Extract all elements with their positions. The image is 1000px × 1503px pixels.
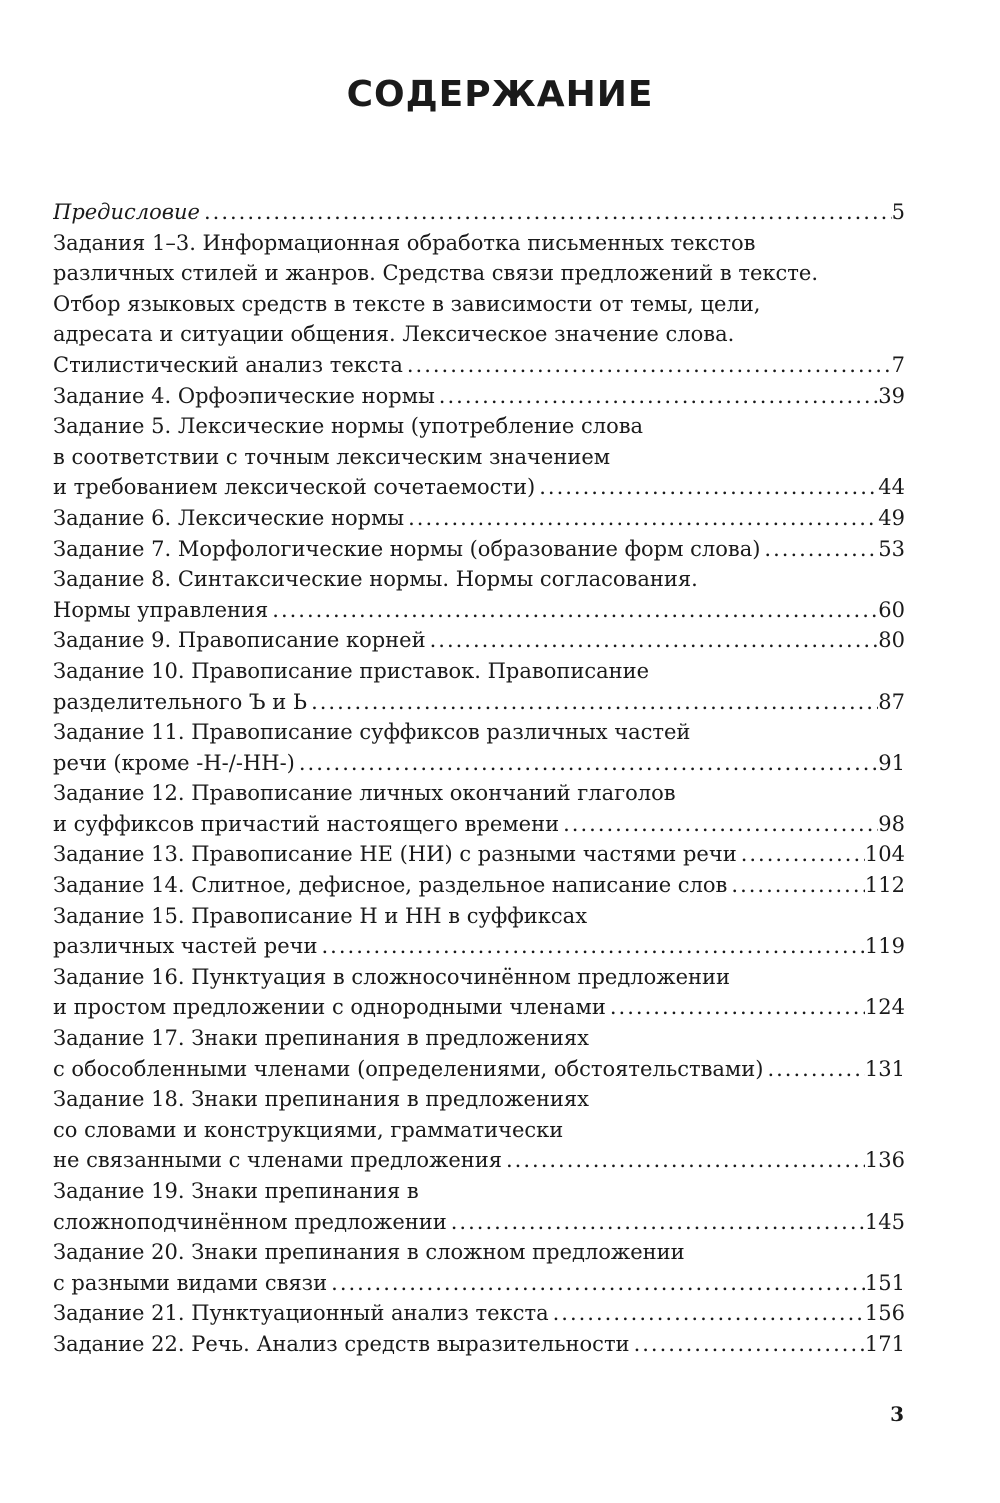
- toc-entry-text: Задания 1–3. Информационная обработка письменных текстов: [53, 230, 756, 255]
- toc-entry-line: [53, 962, 905, 993]
- toc-page-number: 136: [864, 1148, 905, 1173]
- toc-page-number: 98: [878, 811, 905, 836]
- dot-leader: [200, 197, 892, 228]
- toc-entry-line: [53, 228, 905, 259]
- toc-entry-text: с обособленными членами (определениями, обстоятельствами): [53, 1056, 764, 1081]
- toc-entry-line: [53, 1115, 905, 1146]
- toc-entry-line: [53, 1176, 905, 1207]
- toc-entry-text: Предисловие: [53, 200, 200, 224]
- toc-entry-text: и простом предложении с однородными членами: [53, 995, 606, 1020]
- toc-entry-last-line: [53, 931, 905, 962]
- toc-entry-line: [53, 901, 905, 932]
- toc-entry-text: Нормы управления: [53, 597, 269, 622]
- toc-entry-last-line: [53, 870, 905, 901]
- toc-entry-last-line: [53, 625, 905, 656]
- toc-entry-text: Задание 11. Правописание суффиксов различных частей: [53, 720, 691, 745]
- toc-entry-line: [53, 1237, 905, 1268]
- dot-leader: [268, 595, 878, 626]
- toc-entry: [53, 870, 905, 901]
- dot-leader: [606, 992, 865, 1023]
- toc-entry: [53, 656, 905, 717]
- toc-entry-line: [53, 778, 905, 809]
- toc-entry-last-line: [53, 1207, 905, 1238]
- toc-entry-last-line: [53, 1298, 905, 1329]
- toc-entry: [53, 1237, 905, 1298]
- toc-entry-last-line: [53, 1054, 905, 1085]
- dot-leader: [760, 534, 878, 565]
- toc-entry-text: Задание 22. Речь. Анализ средств выразительности: [53, 1331, 630, 1356]
- toc-page-number: 87: [878, 689, 905, 714]
- toc-entry-text: Задание 21. Пунктуационный анализ текста: [53, 1301, 549, 1326]
- toc-entry-text: и требованием лексической сочетаемости): [53, 475, 536, 500]
- toc-entry-text: сложноподчинённом предложении: [53, 1209, 447, 1234]
- toc-page-number: 104: [864, 842, 905, 867]
- toc-page-number: 131: [864, 1056, 905, 1081]
- toc-page-number: 119: [864, 934, 905, 959]
- toc-entry-line: [53, 564, 905, 595]
- toc-page-number: 91: [878, 750, 905, 775]
- toc-entry: [53, 534, 905, 565]
- dot-leader: [295, 748, 878, 779]
- toc-entry-last-line: [53, 472, 905, 503]
- dot-leader: [535, 472, 878, 503]
- toc-entry-text: не связанными с членами предложения: [53, 1148, 502, 1173]
- toc-page-number: 49: [878, 505, 905, 530]
- toc-page-number: 5: [891, 200, 905, 224]
- toc-entry: [53, 1298, 905, 1329]
- toc-page-number: 44: [878, 475, 905, 500]
- toc-entry-line: [53, 717, 905, 748]
- toc-entry-text: разделительного Ъ и Ь: [53, 689, 308, 714]
- toc-page-number: 53: [878, 536, 905, 561]
- toc-entry-last-line: [53, 350, 905, 381]
- toc-entry-last-line: [53, 748, 905, 779]
- toc-entry-line: [53, 1023, 905, 1054]
- toc-entry: [53, 1329, 905, 1360]
- page-number: 3: [890, 1402, 904, 1426]
- toc-page-number: 151: [864, 1270, 905, 1295]
- toc-entry-text: Задание 14. Слитное, дефисное, раздельное написание слов: [53, 873, 728, 898]
- toc-entry-text: Задание 18. Знаки препинания в предложениях: [53, 1087, 590, 1112]
- toc-entry-text: речи (кроме -Н-/-НН-): [53, 750, 295, 775]
- toc-entry: [53, 564, 905, 625]
- dot-leader: [327, 1268, 865, 1299]
- toc-entry-line: [53, 442, 905, 473]
- dot-leader: [763, 1054, 864, 1085]
- toc-entry-text: различных частей речи: [53, 934, 318, 959]
- toc-entry: [53, 197, 905, 228]
- toc-entry-text: Задание 6. Лексические нормы: [53, 505, 405, 530]
- toc-entry: [53, 962, 905, 1023]
- page-title: СОДЕРЖАНИЕ: [346, 74, 654, 115]
- toc-entry: [53, 411, 905, 503]
- toc-entry-text: Задание 16. Пунктуация в сложносочинённом предложении: [53, 964, 731, 989]
- toc-entry-line: [53, 656, 905, 687]
- toc-entry-text: Задание 15. Правописание Н и НН в суффиксах: [53, 903, 588, 928]
- toc-entry: [53, 625, 905, 656]
- dot-leader: [426, 625, 879, 656]
- toc-entry-text: Задание 8. Синтаксические нормы. Нормы согласования.: [53, 567, 698, 592]
- toc-entry-text: адресата и ситуации общения. Лексическое значение слова.: [53, 322, 735, 347]
- toc-entry-last-line: [53, 809, 905, 840]
- toc-entry-last-line: [53, 534, 905, 565]
- toc-entry-last-line: [53, 1268, 905, 1299]
- toc-page-number: 39: [878, 383, 905, 408]
- dot-leader: [559, 809, 878, 840]
- dot-leader: [502, 1145, 865, 1176]
- toc-page-number: 124: [864, 995, 905, 1020]
- toc-entry: [53, 1084, 905, 1176]
- toc-entry-text: Задание 17. Знаки препинания в предложениях: [53, 1026, 590, 1051]
- toc-entry-text: с разными видами связи: [53, 1270, 328, 1295]
- toc-entry-text: Задание 12. Правописание личных окончаний глаголов: [53, 781, 676, 806]
- toc-entry-line: [53, 1084, 905, 1115]
- toc-entry-last-line: [53, 197, 905, 228]
- toc-entry-line: [53, 319, 905, 350]
- toc-entry: [53, 503, 905, 534]
- toc-entry-last-line: [53, 1329, 905, 1360]
- toc-entry-text: Задание 19. Знаки препинания в: [53, 1179, 419, 1203]
- toc-entry-text: Задание 10. Правописание приставок. Правописание: [53, 658, 650, 683]
- dot-leader: [630, 1329, 865, 1360]
- toc-entry: [53, 381, 905, 412]
- toc-entry-line: [53, 411, 905, 442]
- dot-leader: [403, 350, 892, 381]
- toc-entry: [53, 1176, 905, 1237]
- toc-entry: [53, 1023, 905, 1084]
- table-of-contents: [53, 197, 905, 1360]
- toc-entry-last-line: [53, 687, 905, 718]
- toc-page-number: 7: [891, 352, 905, 377]
- toc-entry-line: [53, 258, 905, 289]
- toc-entry-text: и суффиксов причастий настоящего времени: [53, 811, 560, 836]
- toc-entry-text: различных стилей и жанров. Средства связи предложений в тексте.: [53, 261, 819, 286]
- toc-entry-text: со словами и конструкциями, грамматически: [53, 1117, 564, 1142]
- toc-page-number: 60: [878, 597, 905, 622]
- toc-entry-last-line: [53, 1145, 905, 1176]
- toc-entry-last-line: [53, 992, 905, 1023]
- dot-leader: [435, 381, 878, 412]
- dot-leader: [737, 839, 865, 870]
- toc-entry-last-line: [53, 381, 905, 412]
- dot-leader: [318, 931, 865, 962]
- toc-entry-text: Задание 20. Знаки препинания в сложном предложении: [53, 1240, 685, 1265]
- toc-entry-text: Отбор языковых средств в тексте в зависимости от темы, цели,: [53, 291, 761, 316]
- toc-entry-text: Задание 4. Орфоэпические нормы: [53, 383, 435, 408]
- toc-entry: [53, 839, 905, 870]
- toc-entry-line: [53, 289, 905, 320]
- dot-leader: [549, 1298, 865, 1329]
- toc-entry: [53, 717, 905, 778]
- toc-page-number: 156: [864, 1301, 905, 1326]
- toc-entry-text: Стилистический анализ текста: [53, 352, 403, 377]
- toc-entry: [53, 228, 905, 381]
- dot-leader: [727, 870, 865, 901]
- toc-page-number: 80: [878, 628, 905, 653]
- toc-entry-text: Задание 5. Лексические нормы (употребление слова: [53, 414, 644, 439]
- toc-entry-text: в соответствии с точным лексическим значением: [53, 444, 611, 469]
- toc-entry-last-line: [53, 595, 905, 626]
- dot-leader: [404, 503, 878, 534]
- toc-entry: [53, 778, 905, 839]
- dot-leader: [307, 687, 878, 718]
- toc-entry: [53, 901, 905, 962]
- toc-entry-last-line: [53, 503, 905, 534]
- toc-entry-text: Задание 13. Правописание НЕ (НИ) с разными частями речи: [53, 842, 737, 867]
- toc-page-number: 112: [864, 873, 905, 898]
- dot-leader: [447, 1207, 865, 1238]
- toc-entry-text: Задание 7. Морфологические нормы (образование форм слова): [53, 536, 761, 561]
- toc-entry-text: Задание 9. Правописание корней: [53, 628, 426, 653]
- toc-page-number: 145: [864, 1209, 905, 1234]
- toc-entry-last-line: [53, 839, 905, 870]
- toc-page-number: 171: [864, 1331, 905, 1356]
